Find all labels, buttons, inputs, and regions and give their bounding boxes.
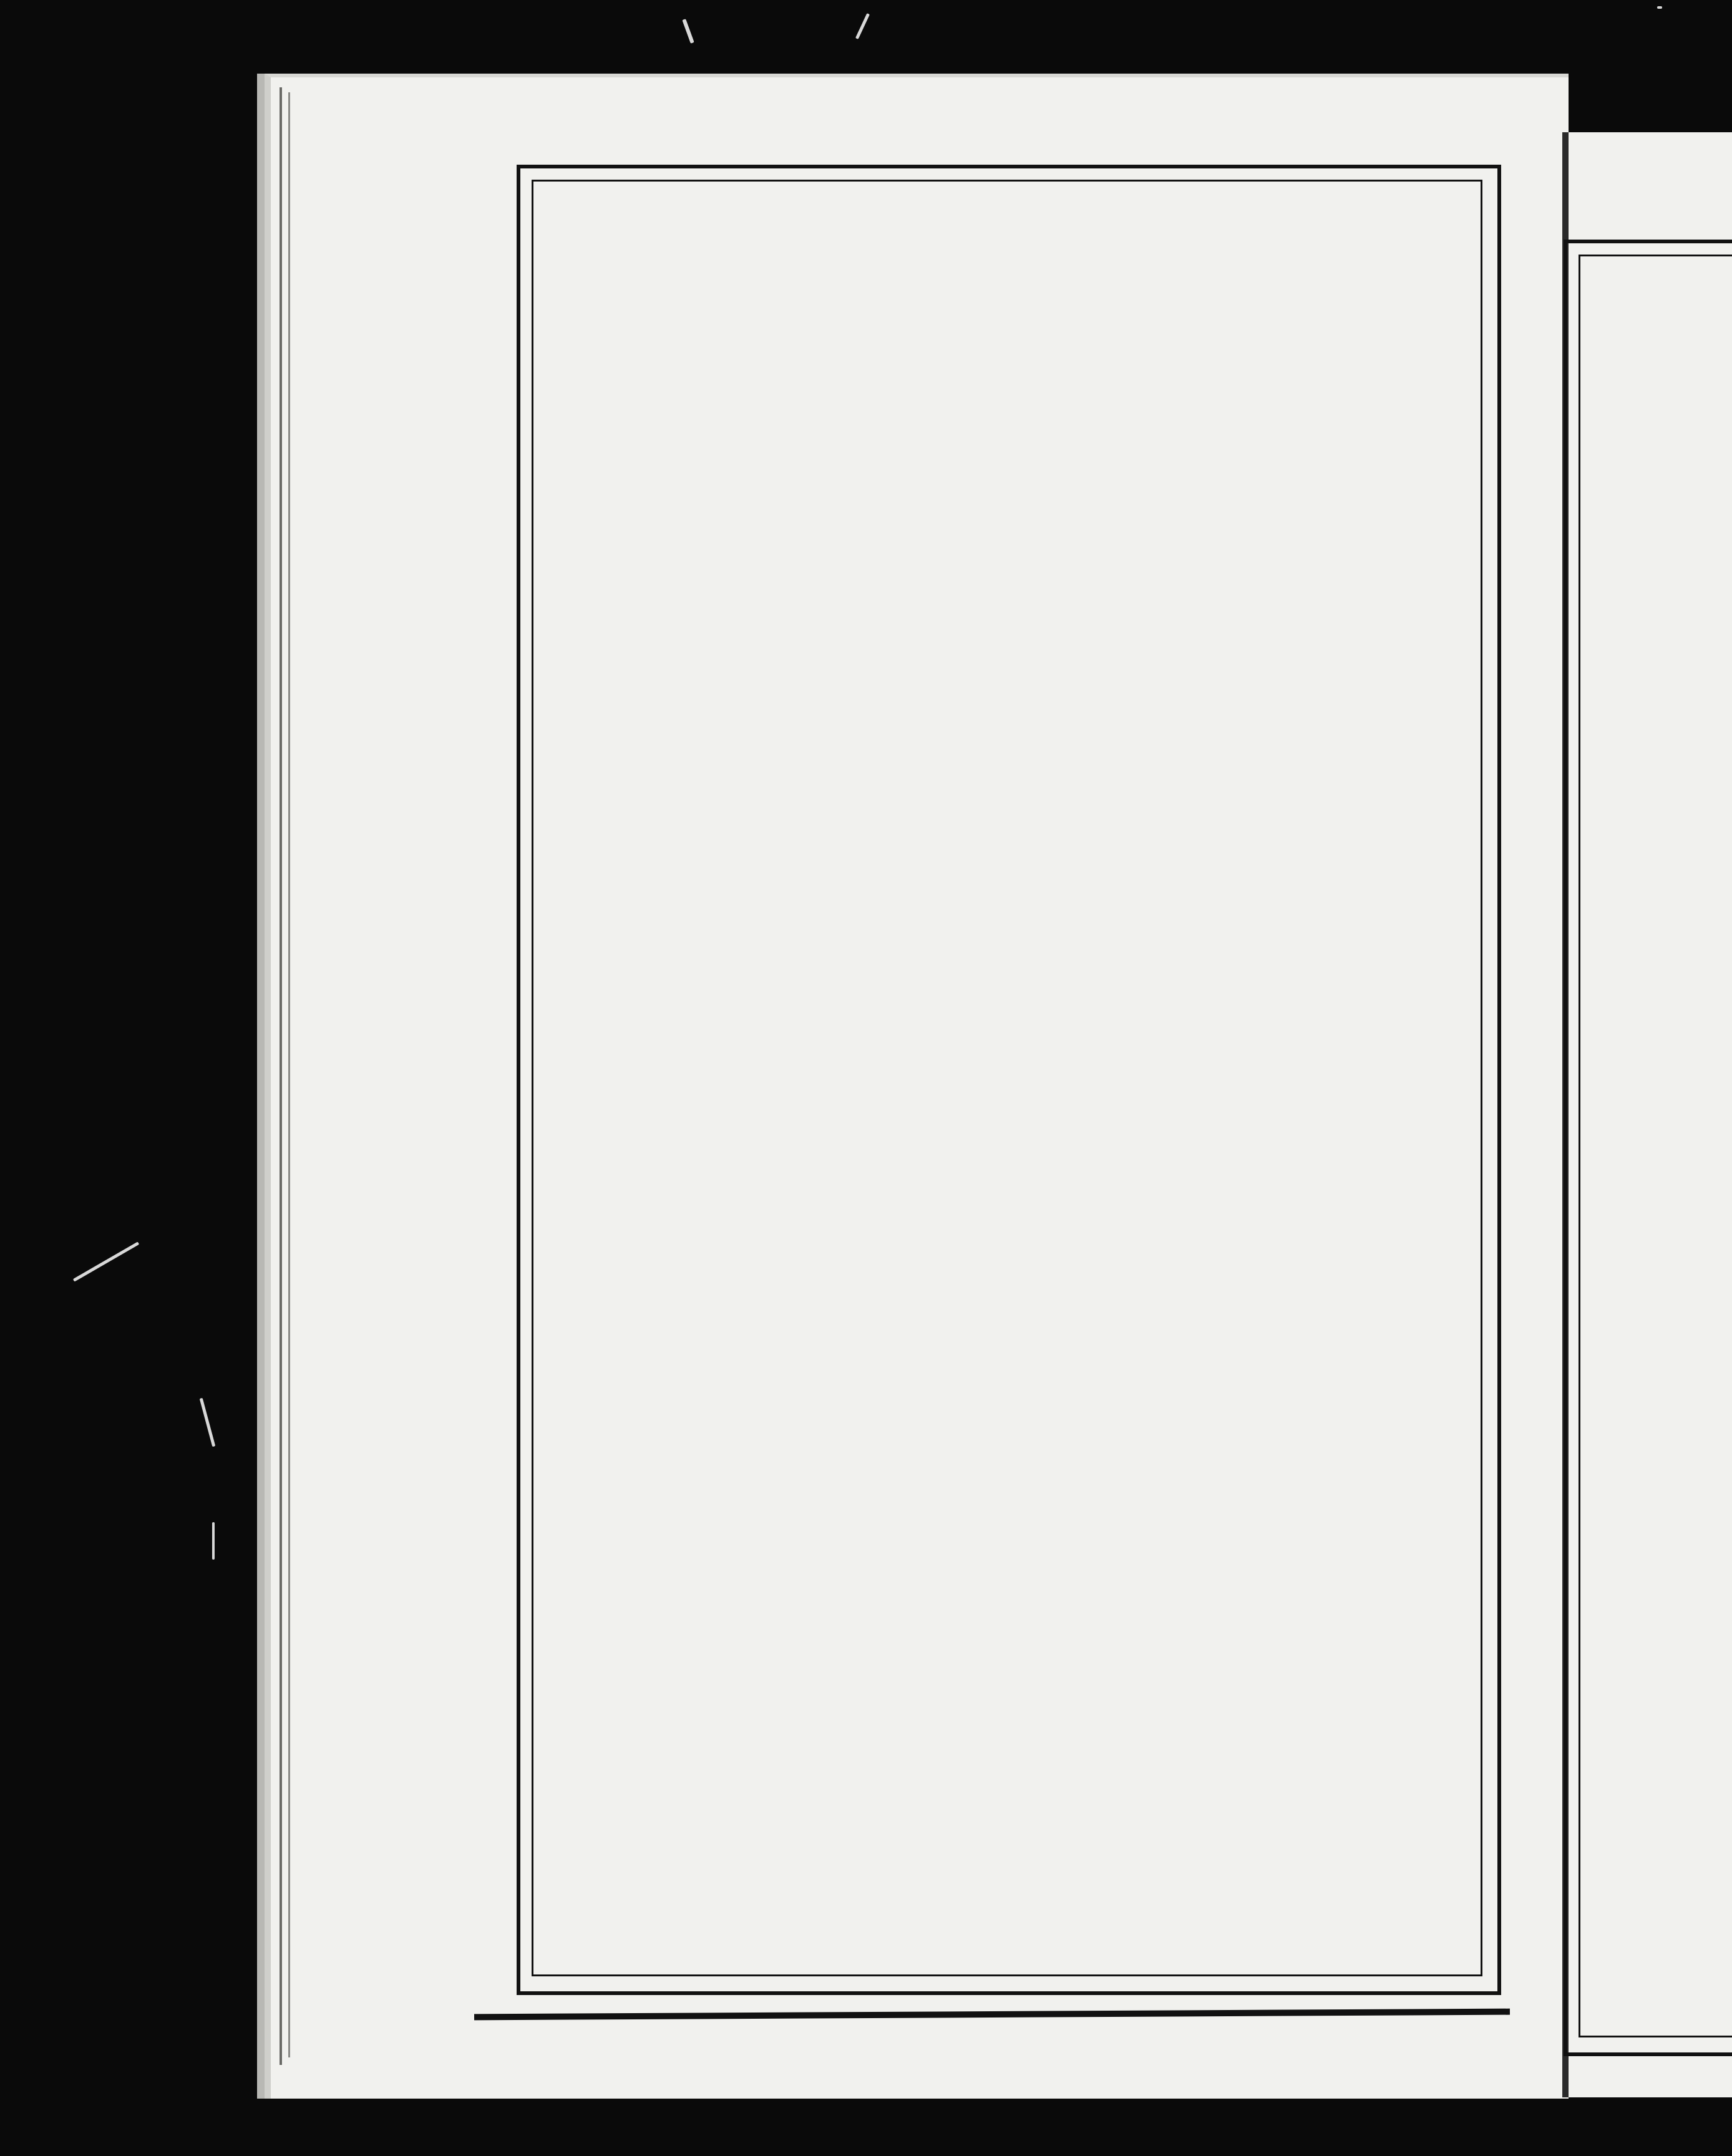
scan-speck: [1657, 6, 1662, 9]
page-edge: [280, 87, 282, 2065]
scan-speck: [73, 1241, 139, 1281]
scan-speck: [855, 13, 870, 39]
adjacent-page-border-inner: [1579, 255, 1732, 2037]
page-edge: [288, 92, 290, 2057]
scan-speck: [212, 1522, 215, 1560]
scan-speck: [682, 19, 694, 44]
page-border-inner: [532, 180, 1482, 1976]
scan-speck: [200, 1398, 216, 1447]
